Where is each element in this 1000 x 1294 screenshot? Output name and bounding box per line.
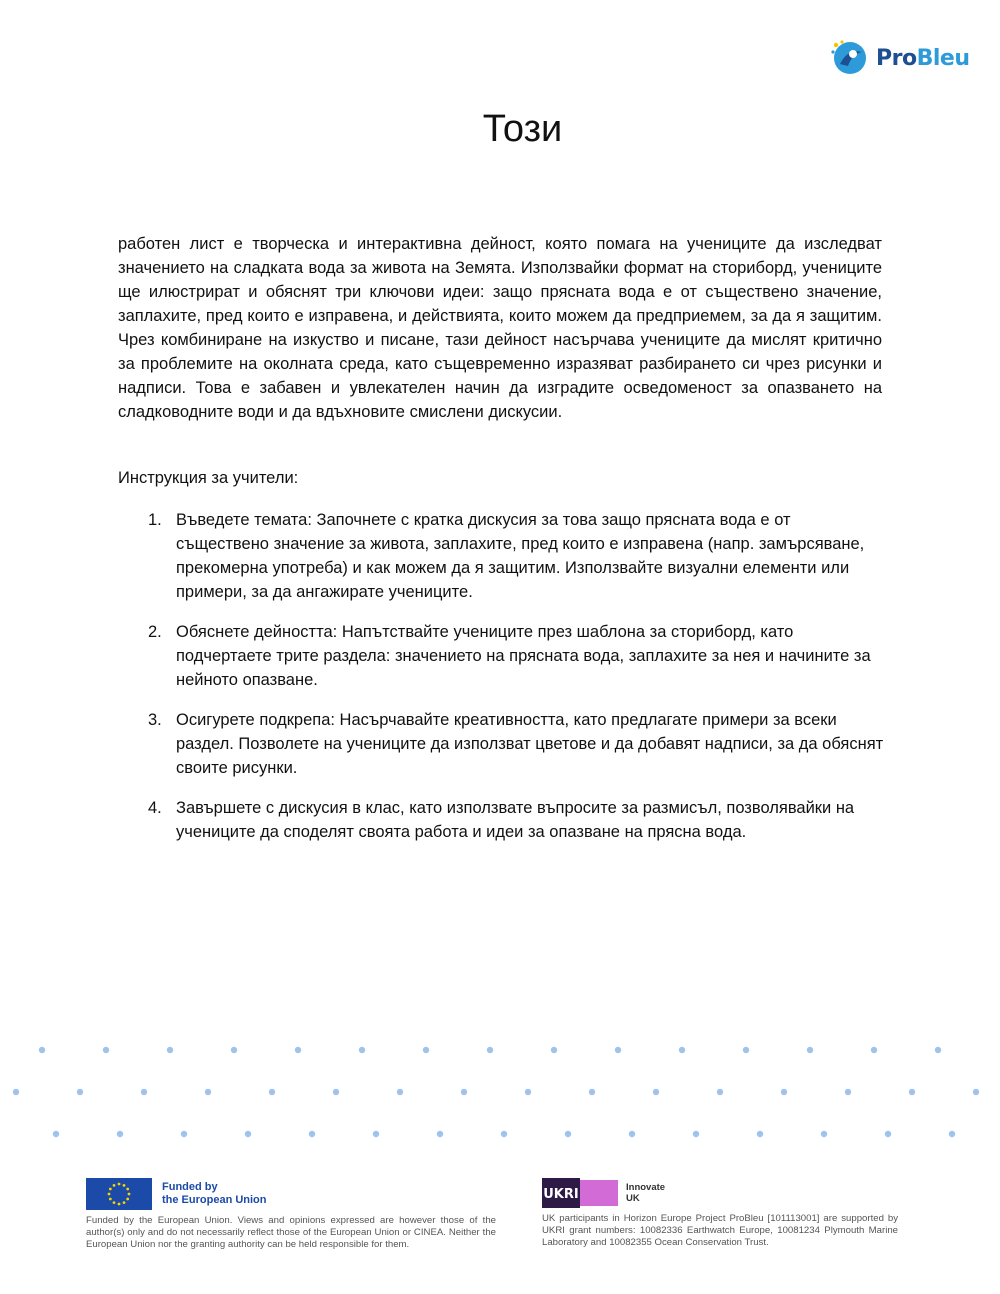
- decorative-dot: [717, 1089, 723, 1095]
- decorative-dot: [309, 1131, 315, 1137]
- eu-funded-label: [162, 1181, 312, 1207]
- decorative-dot: [77, 1089, 83, 1095]
- eu-flag-icon: [86, 1178, 152, 1210]
- eu-star-icon: [126, 1188, 129, 1191]
- decorative-dot: [821, 1131, 827, 1137]
- decorative-dot: [629, 1131, 635, 1137]
- eu-star-icon: [109, 1198, 112, 1201]
- uk-funding-block: [542, 1178, 898, 1249]
- list-item: [118, 796, 888, 844]
- step-text: Въведете темата: Започнете с кратка дискусия за това защо прясната вода е от съществено значение за живота, заплахите, пред които е изправена (напр. замърсяване, прекомерна употреба) и как можем да я защитим. Използвайте визуални елементи или примери, за да ангажирате учениците.: [176, 511, 865, 601]
- decorative-dot: [487, 1047, 493, 1053]
- decorative-dot: [885, 1131, 891, 1137]
- instruction-steps: [118, 508, 888, 860]
- eu-star-icon: [126, 1198, 129, 1201]
- decorative-dot: [743, 1047, 749, 1053]
- step-text: Осигурете подкрепа: Насърчавайте креативността, като предлагате примери за всеки раздел. Позволете на учениците да използват цветове и да добавят надписи, за да обяснят своите рисунки.: [176, 711, 884, 777]
- step-text: Обяснете дейността: Напътствайте учениците през шаблона за сториборд, като подчертаете трите раздела: значението на прясната вода, заплахите за нея и начините за нейното опазване.: [176, 623, 871, 689]
- decorative-dot: [437, 1131, 443, 1137]
- decorative-dot: [181, 1131, 187, 1137]
- ukri-logo-text: UKRI: [543, 1187, 579, 1202]
- decorative-dot: [461, 1089, 467, 1095]
- uk-disclaimer: UK participants in Horizon Europe Project ProBleu [101113001] are supported by UKRI grant numbers: 10082336 Earthwatch Europe, 10081234 Plymouth Marine Laboratory and 10082355 Ocean Conservation Trust.: [542, 1213, 898, 1248]
- eu-star-icon: [113, 1184, 116, 1187]
- decorative-dot: [269, 1089, 275, 1095]
- eu-star-icon: [113, 1201, 116, 1204]
- decorative-dot: [333, 1089, 339, 1095]
- intro-paragraph: работен лист е творческа и интерактивна дейност, която помага на учениците да изследват значението на сладката вода за живота на Земята. Използвайки формат на сториборд, учениците ще илюстрират и обяснят три ключови идеи: защо прясната вода е от съществено значение, заплахите, пред които е изправена, и действията, които можем да предприемем, за да я защитим. Чрез комбиниране на изкуство и писане, тази дейност насърчава учениците да мислят критично за проблемите на околната среда, като същевременно изразяват разбирането си чрез рисунки и надписи. Това е забавен и увлекателен начин да изградите осведоменост за опазването на сладководните води и да вдъхновите смислени дискусии.: [118, 235, 882, 421]
- eu-star-icon: [123, 1201, 126, 1204]
- decorative-dot: [13, 1089, 19, 1095]
- decorative-dot: [871, 1047, 877, 1053]
- decorative-dot: [359, 1047, 365, 1053]
- decorative-dot: [53, 1131, 59, 1137]
- eu-disclaimer: Funded by the European Union. Views and opinions expressed are however those of the author(s) only and do not necessarily reflect those of the European Union or CINEA. Neither the European Union nor the granting authority can be held responsible for them.: [86, 1215, 496, 1250]
- logo-text-bleu: Bleu: [916, 45, 970, 71]
- list-item: [118, 620, 888, 692]
- eu-star-icon: [109, 1188, 112, 1191]
- decorative-dot: [693, 1131, 699, 1137]
- step-number: 1.: [148, 511, 162, 529]
- decorative-dot: [141, 1089, 147, 1095]
- decorative-dot: [845, 1089, 851, 1095]
- decorative-dot: [653, 1089, 659, 1095]
- step-text: Завършете с дискусия в клас, като използвате въпросите за размисъл, позволявайки на учениците да споделят своята работа и идеи за опазване на прясна вода.: [176, 799, 855, 841]
- decorative-dot: [373, 1131, 379, 1137]
- decorative-dot: [807, 1047, 813, 1053]
- decorative-dot: [551, 1047, 557, 1053]
- innovate-line2: UK: [626, 1193, 640, 1204]
- decorative-dot: [565, 1131, 571, 1137]
- innovate-line1: Innovate: [626, 1182, 666, 1193]
- decorative-dot: [205, 1089, 211, 1095]
- innovate-uk-label: [626, 1182, 665, 1204]
- eu-star-icon: [128, 1193, 131, 1196]
- decorative-dot: [167, 1047, 173, 1053]
- step-number: 2.: [148, 623, 162, 641]
- decorative-dot: [615, 1047, 621, 1053]
- decorative-dot: [39, 1047, 45, 1053]
- page-title: Този: [482, 108, 563, 150]
- probleu-logo-icon: [830, 38, 870, 78]
- list-item: [118, 508, 888, 604]
- decorative-dot: [423, 1047, 429, 1053]
- decorative-dot: [679, 1047, 685, 1053]
- eu-star-icon: [118, 1203, 121, 1206]
- decorative-dot: [935, 1047, 941, 1053]
- step-number: 4.: [148, 799, 162, 817]
- eu-funded-line1: Funded by: [162, 1181, 218, 1193]
- instructions-heading: Инструкция за учители:: [118, 469, 299, 487]
- eu-star-icon: [123, 1184, 126, 1187]
- ukri-logo-icon: [542, 1178, 618, 1208]
- decorative-dot: [909, 1089, 915, 1095]
- decorative-dot: [973, 1089, 979, 1095]
- decorative-dot: [117, 1131, 123, 1137]
- decorative-dot: [757, 1131, 763, 1137]
- decorative-dot: [781, 1089, 787, 1095]
- decorative-dot: [501, 1131, 507, 1137]
- decorative-dot: [949, 1131, 955, 1137]
- probleu-wordmark: [876, 46, 970, 71]
- logo-text-pro: Pro: [876, 45, 917, 71]
- eu-star-icon: [118, 1183, 121, 1186]
- probleu-logo: [830, 38, 970, 78]
- decorative-dot: [589, 1089, 595, 1095]
- decorative-dot-pattern: [0, 1040, 1000, 1150]
- eu-funded-line2: the European Union: [162, 1194, 267, 1206]
- decorative-dot: [103, 1047, 109, 1053]
- decorative-dot: [245, 1131, 251, 1137]
- decorative-dot: [295, 1047, 301, 1053]
- decorative-dot: [231, 1047, 237, 1053]
- eu-funding-block: [86, 1178, 496, 1251]
- list-item: [118, 708, 888, 780]
- eu-star-icon: [108, 1193, 111, 1196]
- step-number: 3.: [148, 711, 162, 729]
- decorative-dot: [397, 1089, 403, 1095]
- decorative-dot: [525, 1089, 531, 1095]
